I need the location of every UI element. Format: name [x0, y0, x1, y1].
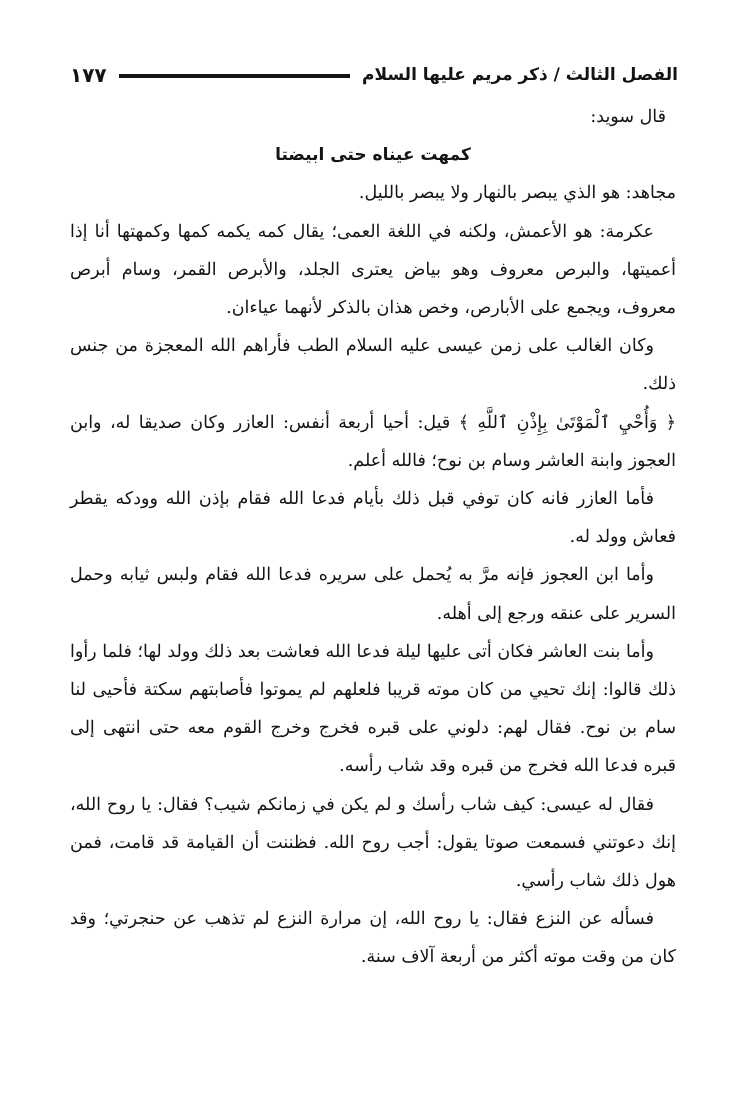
- paragraph: فسأله عن النزع فقال: يا روح الله، إن مرارة النزع لم تذهب عن حنجرتي؛ وقد كان من وقت موته أكثر من أربعة آلاف سنة.: [70, 909, 676, 968]
- chapter-title: الفصل الثالث / ذكر مريم عليها السلام: [362, 65, 678, 85]
- paragraph-text: قيل: أحيا أربعة أنفس: العازر وكان صديقا له، وابن العجوز وابنة العاشر وسام بن نوح؛ فالله أعلم.: [70, 412, 676, 471]
- quran-quote: ﴿ وَأُحْيِ ٱلْمَوْتَىٰ بِإِذْنِ ٱللَّهِ ﴾: [458, 412, 676, 433]
- paragraph: عكرمة: هو الأعمش، ولكنه في اللغة العمى؛ يقال كمه يكمه كمها وكمهتها أنا إذا أعميتها، والبرص معروف وهو بياض يعترى الجلد، والأبرص القمر، وسام أبرص معروف، ويجمع على الأبارص، وخص هذان بالذكر لأنهما عياءان.: [70, 221, 676, 319]
- paragraph: فأما العازر فانه كان توفي قبل ذلك بأيام فدعا الله فقام بإذن الله وودكه يقطر فعاش وولد له.: [70, 489, 676, 548]
- paragraph: مجاهد: هو الذي يبصر بالنهار ولا يبصر بالليل.: [358, 183, 676, 204]
- header-rule: [119, 74, 350, 78]
- paragraph: قال سويد:: [590, 107, 666, 127]
- running-header: [70, 60, 678, 90]
- page-number: ١٧٧: [70, 63, 107, 87]
- paragraph: فقال له عيسى: كيف شاب رأسك و لم يكن في زمانكم شيب؟ فقال: يا روح الله، إنك دعوتني فسمعت صوتا يقول: أجب روح الله. فظننت أن القيامة قد قامت، فمن هول ذلك شاب رأسي.: [70, 794, 676, 892]
- paragraph: [70, 404, 676, 480]
- paragraph: وأما ابن العجوز فإنه مرَّ به يُحمل على سريره فدعا الله فقام ولبس ثيابه وحمل السرير على عنقه ورجع إلى أهله.: [70, 565, 676, 624]
- body-text: [70, 98, 676, 977]
- paragraph: وكان الغالب على زمن عيسى عليه السلام الطب فأراهم الله المعجزة من جنس ذلك.: [70, 336, 676, 395]
- paragraph: وأما بنت العاشر فكان أتى عليها ليلة فدعا الله فعاشت بعد ذلك وولد لها؛ فلما رأوا ذلك قالوا: إنك تحيي من كان موته قريبا فلعلهم لم يموتوا فأصابتهم سكتة فأحيى لنا سام بن نوح. فقال لهم: دلوني على قبره فخرج وخرج القوم معه حتى انتهى إلى قبره فدعا الله فخرج من قبره وقد شاب رأسه.: [70, 641, 676, 777]
- quoted-verse: كمهت عيناه حتى ابيضتا: [275, 145, 471, 166]
